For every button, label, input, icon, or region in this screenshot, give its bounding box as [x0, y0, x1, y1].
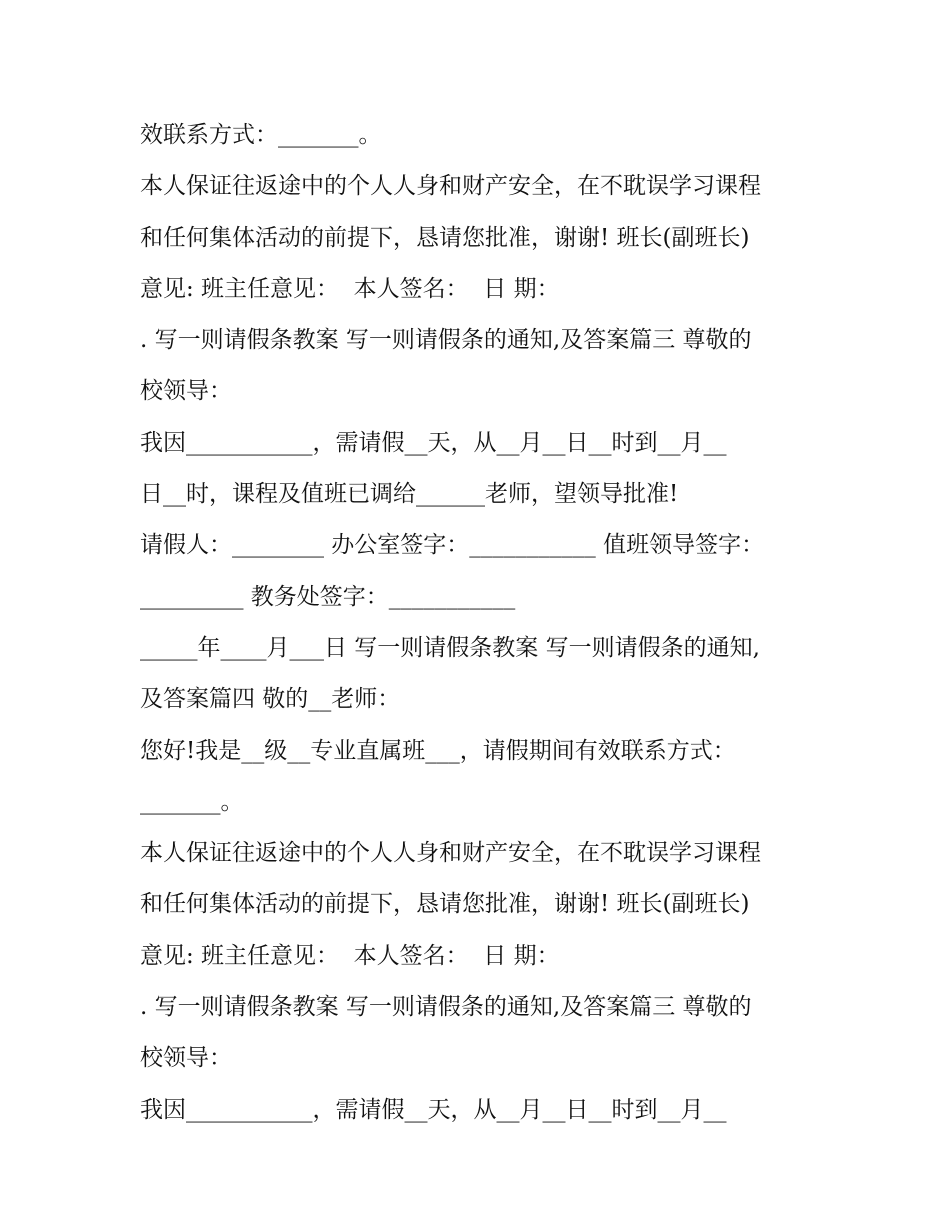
- text-line-heading-4: 及答案篇四 敬的__老师：: [140, 686, 401, 713]
- text-line-contact-blank: _______。: [140, 788, 244, 815]
- text-line-request: 和任何集体活动的前提下，恳请您批准，谢谢! 班长(副班长): [140, 224, 750, 251]
- text-line-heading: . 写一则请假条教案 写一则请假条的通知,及答案篇三 尊敬的: [140, 327, 752, 354]
- text-line-signatures: 意见: 班主任意见： 本人签名： 日 期：: [140, 275, 560, 302]
- text-line-heading-2: . 写一则请假条教案 写一则请假条的通知,及答案篇三 尊敬的: [140, 994, 752, 1021]
- document-body: [140, 110, 840, 1136]
- text-line-date: _____年____月___日 写一则请假条教案 写一则请假条的通知,: [140, 634, 760, 661]
- text-line-reason: 我因___________，需请假__天，从__月__日__时到__月__: [140, 429, 727, 456]
- text-line-greeting: 您好!我是__级__专业直属班___，请假期间有效联系方式：: [140, 737, 736, 764]
- text-line-request-2: 和任何集体活动的前提下，恳请您批准，谢谢! 班长(副班长): [140, 891, 750, 918]
- text-line-signatures-2: 意见: 班主任意见： 本人签名： 日 期：: [140, 942, 560, 969]
- text-line-schedule: 日__时，课程及值班已调给______老师，望领导批准!: [140, 481, 679, 508]
- text-line-salutation: 校领导：: [140, 378, 232, 405]
- text-line-academic-office: _________ 教务处签字：___________: [140, 583, 516, 610]
- text-line-guarantee: 本人保证往返途中的个人人身和财产安全，在不耽误学习课程: [140, 173, 761, 200]
- text-line-guarantee-2: 本人保证往返途中的个人人身和财产安全，在不耽误学习课程: [140, 840, 761, 867]
- text-line-salutation-2: 校领导：: [140, 1045, 232, 1072]
- text-line-reason-2: 我因___________，需请假__天，从__月__日__时到__月__: [140, 1096, 727, 1123]
- text-line-applicant: 请假人：________ 办公室签字：___________ 值班领导签字：: [140, 532, 765, 559]
- text-line-contact: 效联系方式：_______。: [140, 122, 382, 148]
